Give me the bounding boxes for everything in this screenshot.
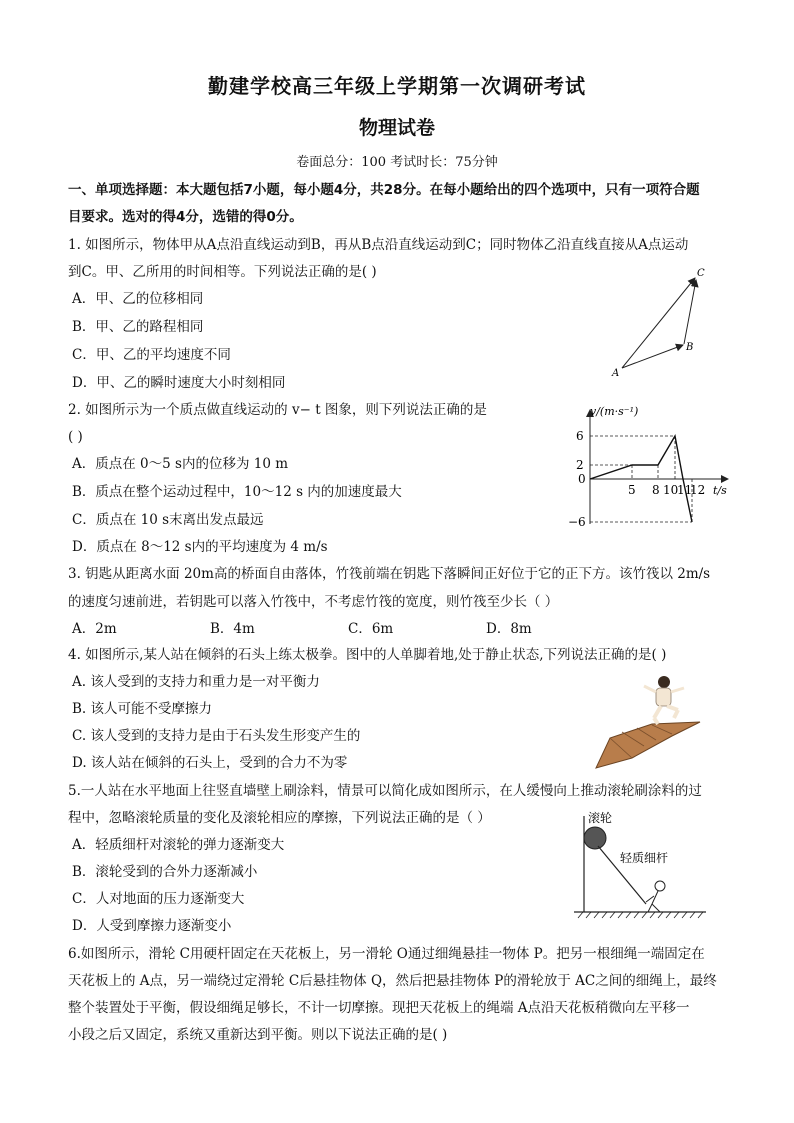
q1-option-b: B．甲、乙的路程相同 [72, 319, 204, 335]
q2-option-c: C．质点在 10 s末离出发点最远 [72, 512, 264, 528]
q6-stem-line1: 6.如图所示，滑轮 C用硬杆固定在天花板上，另一滑轮 O通过细绳悬挂一物体 P。把另一根细绳一端固定在 [68, 946, 705, 962]
q3-option-c: C．6m [348, 621, 394, 637]
q2-option-d: D．质点在 8～12 s内的平均速度为 4 m/s [72, 539, 328, 555]
q6-stem-line4: 小段之后又固定，系统又重新达到平衡。则以下说法正确的是( ) [68, 1027, 448, 1043]
q3-stem-line2: 的速度匀速前进，若钥匙可以落入竹筏中，不考虑竹筏的宽度，则竹筏至少长（ ） [68, 594, 559, 610]
q1-point-a: A [612, 368, 620, 379]
q3-option-a: A．2m [72, 621, 117, 637]
q2-option-a: A．质点在 0～5 s内的位移为 10 m [72, 456, 288, 472]
q5-option-b: B．滚轮受到的合外力逐渐减小 [72, 864, 258, 880]
q2-ytick-6: 6 [576, 429, 584, 443]
q1-stem-line1: 1. 如图所示，物体甲从A点沿直线运动到B，再从B点沿直线运动到C；同时物体乙沿直线直接从A点运动 [68, 237, 689, 253]
q4-option-c: C. 该人受到的支持力是由于石头发生形变产生的 [72, 728, 361, 744]
q2-xtick-12: 12 [690, 483, 706, 497]
q5-option-c: C．人对地面的压力逐渐变大 [72, 891, 245, 907]
q2-stem-line1: 2. 如图所示为一个质点做直线运动的 v− t 图象，则下列说法正确的是 [68, 402, 487, 418]
section-heading-line1: 一、单项选择题：本大题包括7小题，每小题4分，共28分。在每小题给出的四个选项中，只有一项符合题 [68, 182, 700, 198]
q2-stem-line2: ( ) [68, 429, 83, 445]
q2-xtick-10: 10 [663, 483, 679, 497]
q3-stem-line1: 3. 钥匙从距离水面 20m高的桥面自由落体，竹筏前端在钥匙下落瞬间正好位于它的正下方。该竹筏以 2m/s [68, 566, 711, 582]
q4-option-b: B. 该人可能不受摩擦力 [72, 701, 213, 717]
q3-option-d: D．8m [486, 621, 532, 637]
exam-title: 勤建学校高三年级上学期第一次调研考试 [208, 74, 586, 98]
q2-ytick-0: 0 [578, 472, 586, 486]
section-heading-line2: 目要求。选对的得4分，选错的得0分。 [68, 209, 303, 225]
q1-vector-figure [600, 262, 720, 382]
q5-rod-label: 轻质细杆 [620, 851, 669, 865]
q4-stem-line1: 4. 如图所示,某人站在倾斜的石头上练太极拳。图中的人单脚着地,处于静止状态,下列说法正确的是( ) [68, 647, 667, 663]
q6-stem-line2: 天花板上的 A点，另一端绕过定滑轮 C后悬挂物体 Q，然后把悬挂物体 P的滑轮放于 AC之间的细绳上，最终 [68, 973, 717, 989]
q5-option-a: A．轻质细杆对滚轮的弹力逐渐变大 [72, 837, 285, 853]
q5-stem-line1: 5.一人站在水平地面上往竖直墙壁上刷涂料，情景可以简化成如图所示，在人缓慢向上推动滚轮刷涂料的过 [68, 783, 702, 799]
q1-point-c: C [697, 268, 705, 279]
q2-ytick-neg6: −6 [568, 515, 586, 529]
q1-option-c: C．甲、乙的平均速度不同 [72, 347, 231, 363]
q4-taichi-figure [592, 668, 704, 773]
q5-stem-line2: 程中，忽略滚轮质量的变化及滚轮相应的摩擦，下列说法正确的是（ ） [68, 810, 491, 826]
q1-option-a: A．甲、乙的位移相同 [72, 291, 204, 307]
q2-option-b: B．质点在整个运动过程中，10～12 s 内的加速度最大 [72, 484, 402, 500]
q2-xtick-11: 11 [677, 483, 693, 497]
q5-roller-label: 滚轮 [588, 811, 613, 825]
q3-option-b: B．4m [210, 621, 255, 637]
q6-stem-line3: 整个装置处于平衡，假设细绳足够长，不计一切摩擦。现把天花板上的绳端 A点沿天花板稍微向左平移一 [68, 1000, 690, 1016]
exam-subtitle: 物理试卷 [358, 117, 435, 139]
q2-ylabel: v/(m·s⁻¹) [590, 405, 639, 418]
q4-option-a: A. 该人受到的支持力和重力是一对平衡力 [72, 674, 320, 690]
q1-stem-line2: 到C。甲、乙所用的时间相等。下列说法正确的是( ) [68, 264, 377, 280]
q2-xtick-8: 8 [652, 483, 660, 497]
q2-ytick-2: 2 [576, 458, 584, 472]
q1-point-b: B [686, 342, 694, 353]
q1-option-d: D．甲、乙的瞬时速度大小时刻相同 [72, 375, 286, 391]
q2-xtick-5: 5 [628, 483, 636, 497]
q5-option-d: D．人受到摩擦力逐渐变小 [72, 918, 232, 934]
q4-option-d: D. 该人站在倾斜的石头上，受到的合力不为零 [72, 755, 348, 771]
exam-meta: 卷面总分：100 考试时长：75分钟 [296, 155, 498, 170]
q2-xlabel: t/s [713, 484, 727, 497]
q2-vt-graph [560, 402, 740, 532]
q5-roller-figure [568, 808, 710, 924]
